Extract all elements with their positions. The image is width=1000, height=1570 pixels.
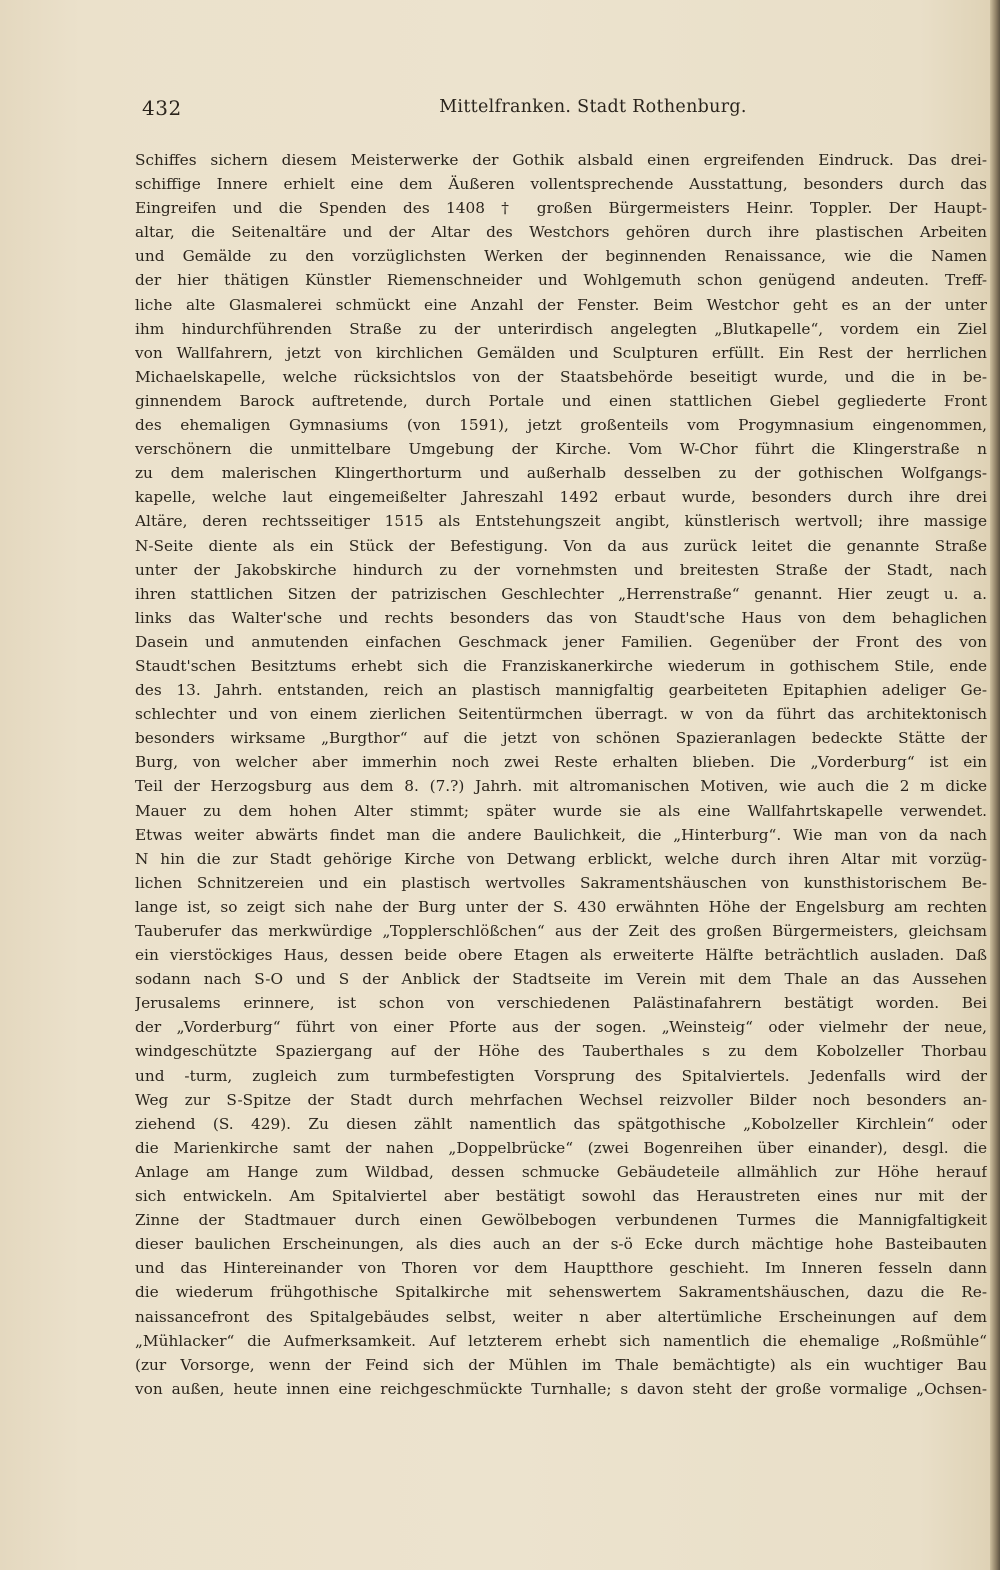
body-text (135, 148, 987, 1401)
text-line: sich entwickeln. Am Spitalviertel aber bestätigt sowohl das Heraustreten eines nur mit der (135, 1187, 987, 1206)
text-line: Anlage am Hange zum Wildbad, dessen schmucke Gebäudeteile allmählich zur Höhe herauf (135, 1162, 987, 1181)
text-line: ziehend (S. 429). Zu diesen zählt namentlich das spätgothische „Kobolzeller Kirchlein“ oder (135, 1114, 987, 1133)
text-line: ginnendem Barock auftretende, durch Portale und einen stattlichen Giebel gegliederte Front (135, 391, 987, 410)
text-line: schiffige Innere erhielt eine dem Äußeren vollentsprechende Ausstattung, besonders durch das (135, 175, 987, 194)
text-line: windgeschützte Spaziergang auf der Höhe des Tauberthales s zu dem Kobolzeller Thorbau (135, 1042, 987, 1061)
text-line: N-Seite diente als ein Stück der Befestigung. Von da aus zurück leitet die genannte Straße (135, 536, 987, 555)
text-line: Teil der Herzogsburg aus dem 8. (7.?) Jahrh. mit altromanischen Motiven, wie auch die 2 m dicke (135, 777, 987, 796)
text-line: Tauberufer das merkwürdige „Topplerschlößchen“ aus der Zeit des großen Bürgermeisters, gleichsam (135, 922, 987, 940)
text-line: Etwas weiter abwärts findet man die andere Baulichkeit, die „Hinterburg“. Wie man von da nach (135, 825, 987, 844)
text-line: Altäre, deren rechtsseitiger 1515 als Entstehungszeit angibt, künstlerisch wertvoll; ihre massige (135, 512, 987, 531)
text-line: Staudt'schen Besitztums erhebt sich die Franziskanerkirche wiederum in gothischem Stile, ende (135, 656, 987, 675)
text-line: links das Walter'sche und rechts besonders das von Staudt'sche Haus von dem behaglichen (135, 608, 987, 627)
text-line: (zur Vorsorge, wenn der Feind sich der Mühlen im Thale bemächtigte) als ein wuchtiger Bau (135, 1355, 987, 1374)
page-edge (990, 0, 1000, 1570)
text-line: und -turm, zugleich zum turmbefestigten Vorsprung des Spitalviertels. Jedenfalls wird der (135, 1066, 987, 1085)
text-line: lange ist, so zeigt sich nahe der Burg unter der S. 430 erwähnten Höhe der Engelsburg am rechten (135, 897, 987, 916)
text-line: Mauer zu dem hohen Alter stimmt; später wurde sie als eine Wallfahrtskapelle verwendet. (135, 801, 987, 820)
text-line: unter der Jakobskirche hindurch zu der vornehmsten und breitesten Straße der Stadt, nach (135, 560, 987, 579)
text-line: Zinne der Stadtmauer durch einen Gewölbebogen verbundenen Turmes die Mannigfaltigkeit (135, 1211, 987, 1230)
text-line: Dasein und anmutenden einfachen Geschmack jener Familien. Gegenüber der Front des von (135, 632, 987, 651)
text-line: der hier thätigen Künstler Riemenschneider und Wohlgemuth schon genügend andeuten. Treff- (135, 271, 987, 290)
text-line: verschönern die unmittelbare Umgebung der Kirche. Vom W-Chor führt die Klingerstraße n (135, 440, 987, 459)
text-line: Schiffes sichern diesem Meisterwerke der Gothik alsbald einen ergreifenden Eindruck. Das drei- (135, 151, 987, 169)
text-line: lichen Schnitzereien und ein plastisch wertvolles Sakramentshäuschen von kunsthistorischem Be- (135, 873, 987, 892)
text-line: Weg zur S-Spitze der Stadt durch mehrfachen Wechsel reizvoller Bilder noch besonders an- (135, 1090, 987, 1109)
text-line: kapelle, welche laut eingemeißelter Jahreszahl 1492 erbaut wurde, besonders durch ihre drei (135, 488, 987, 507)
text-line: liche alte Glasmalerei schmückt eine Anzahl der Fenster. Beim Westchor geht es an der unter (135, 295, 987, 314)
text-line: dieser baulichen Erscheinungen, als dies auch an der s-ö Ecke durch mächtige hohe Basteibauten (135, 1235, 987, 1254)
text-line: ihren stattlichen Sitzen der patrizischen Geschlechter „Herrenstraße“ genannt. Hier zeugt u. a. (135, 584, 987, 603)
text-line: die wiederum frühgothische Spitalkirche mit sehenswertem Sakramentshäuschen, dazu die Re- (135, 1283, 987, 1302)
text-line: Eingreifen und die Spenden des 1408 † großen Bürgermeisters Heinr. Toppler. Der Haupt- (135, 199, 987, 218)
text-line: Michaelskapelle, welche rücksichtslos von der Staatsbehörde beseitigt wurde, und die in be- (135, 367, 987, 386)
running-head: Mittelfranken. Stadt Rothenburg. (439, 97, 747, 117)
text-line: und das Hintereinander von Thoren vor dem Hauptthore geschieht. Im Inneren fesseln dann (135, 1259, 987, 1278)
page-number: 432 (142, 96, 182, 120)
text-line: Jerusalems erinnere, ist schon von verschiedenen Palästinafahrern bestätigt worden. Bei (135, 994, 987, 1013)
text-line: von außen, heute innen eine reichgeschmückte Turnhalle; s davon steht der große vormalige „Ochsen- (135, 1379, 987, 1398)
text-line: von Wallfahrern, jetzt von kirchlichen Gemälden und Sculpturen erfüllt. Ein Rest der herrlichen (135, 343, 987, 362)
text-line: sodann nach S-O und S der Anblick der Stadtseite im Verein mit dem Thale an das Aussehen (135, 970, 987, 989)
text-line: N hin die zur Stadt gehörige Kirche von Detwang erblickt, welche durch ihren Altar mit vorzüg- (135, 849, 987, 868)
text-line: der „Vorderburg“ führt von einer Pforte aus der sogen. „Weinsteig“ oder vielmehr der neue, (135, 1018, 987, 1037)
text-line: altar, die Seitenaltäre und der Altar des Westchors gehören durch ihre plastischen Arbeiten (135, 223, 987, 242)
text-line: naissancefront des Spitalgebäudes selbst, weiter n aber altertümliche Erscheinungen auf dem (135, 1307, 987, 1326)
page-header (138, 96, 988, 122)
text-line: zu dem malerischen Klingerthorturm und außerhalb desselben zu der gothischen Wolfgangs- (135, 464, 987, 483)
text-line: und Gemälde zu den vorzüglichsten Werken der beginnenden Renaissance, wie die Namen (135, 247, 987, 266)
text-line: „Mühlacker“ die Aufmerksamkeit. Auf letzterem erhebt sich namentlich die ehemalige „Roßmühle“ (135, 1331, 987, 1350)
text-line: des 13. Jahrh. entstanden, reich an plastisch mannigfaltig gearbeiteten Epitaphien adeliger Ge- (135, 681, 987, 700)
text-line: besonders wirksame „Burgthor“ auf die jetzt von schönen Spazieranlagen bedeckte Stätte der (135, 729, 987, 748)
text-line: Burg, von welcher aber immerhin noch zwei Reste erhalten blieben. Die „Vorderburg“ ist ein (135, 753, 987, 772)
text-line: schlechter und von einem zierlichen Seitentürmchen überragt. w von da führt das architektonisch (135, 705, 987, 724)
text-line: ihm hindurchführenden Straße zu der unterirdisch angelegten „Blutkapelle“, vordem ein Ziel (135, 319, 987, 338)
text-line: des ehemaligen Gymnasiums (von 1591), jetzt großenteils vom Progymnasium eingenommen, (135, 416, 987, 435)
text-line: ein vierstöckiges Haus, dessen beide obere Etagen als erweiterte Hälfte beträchtlich ausladen. Daß (135, 946, 987, 965)
text-line: die Marienkirche samt der nahen „Doppelbrücke“ (zwei Bogenreihen über einander), desgl. die (135, 1138, 987, 1157)
